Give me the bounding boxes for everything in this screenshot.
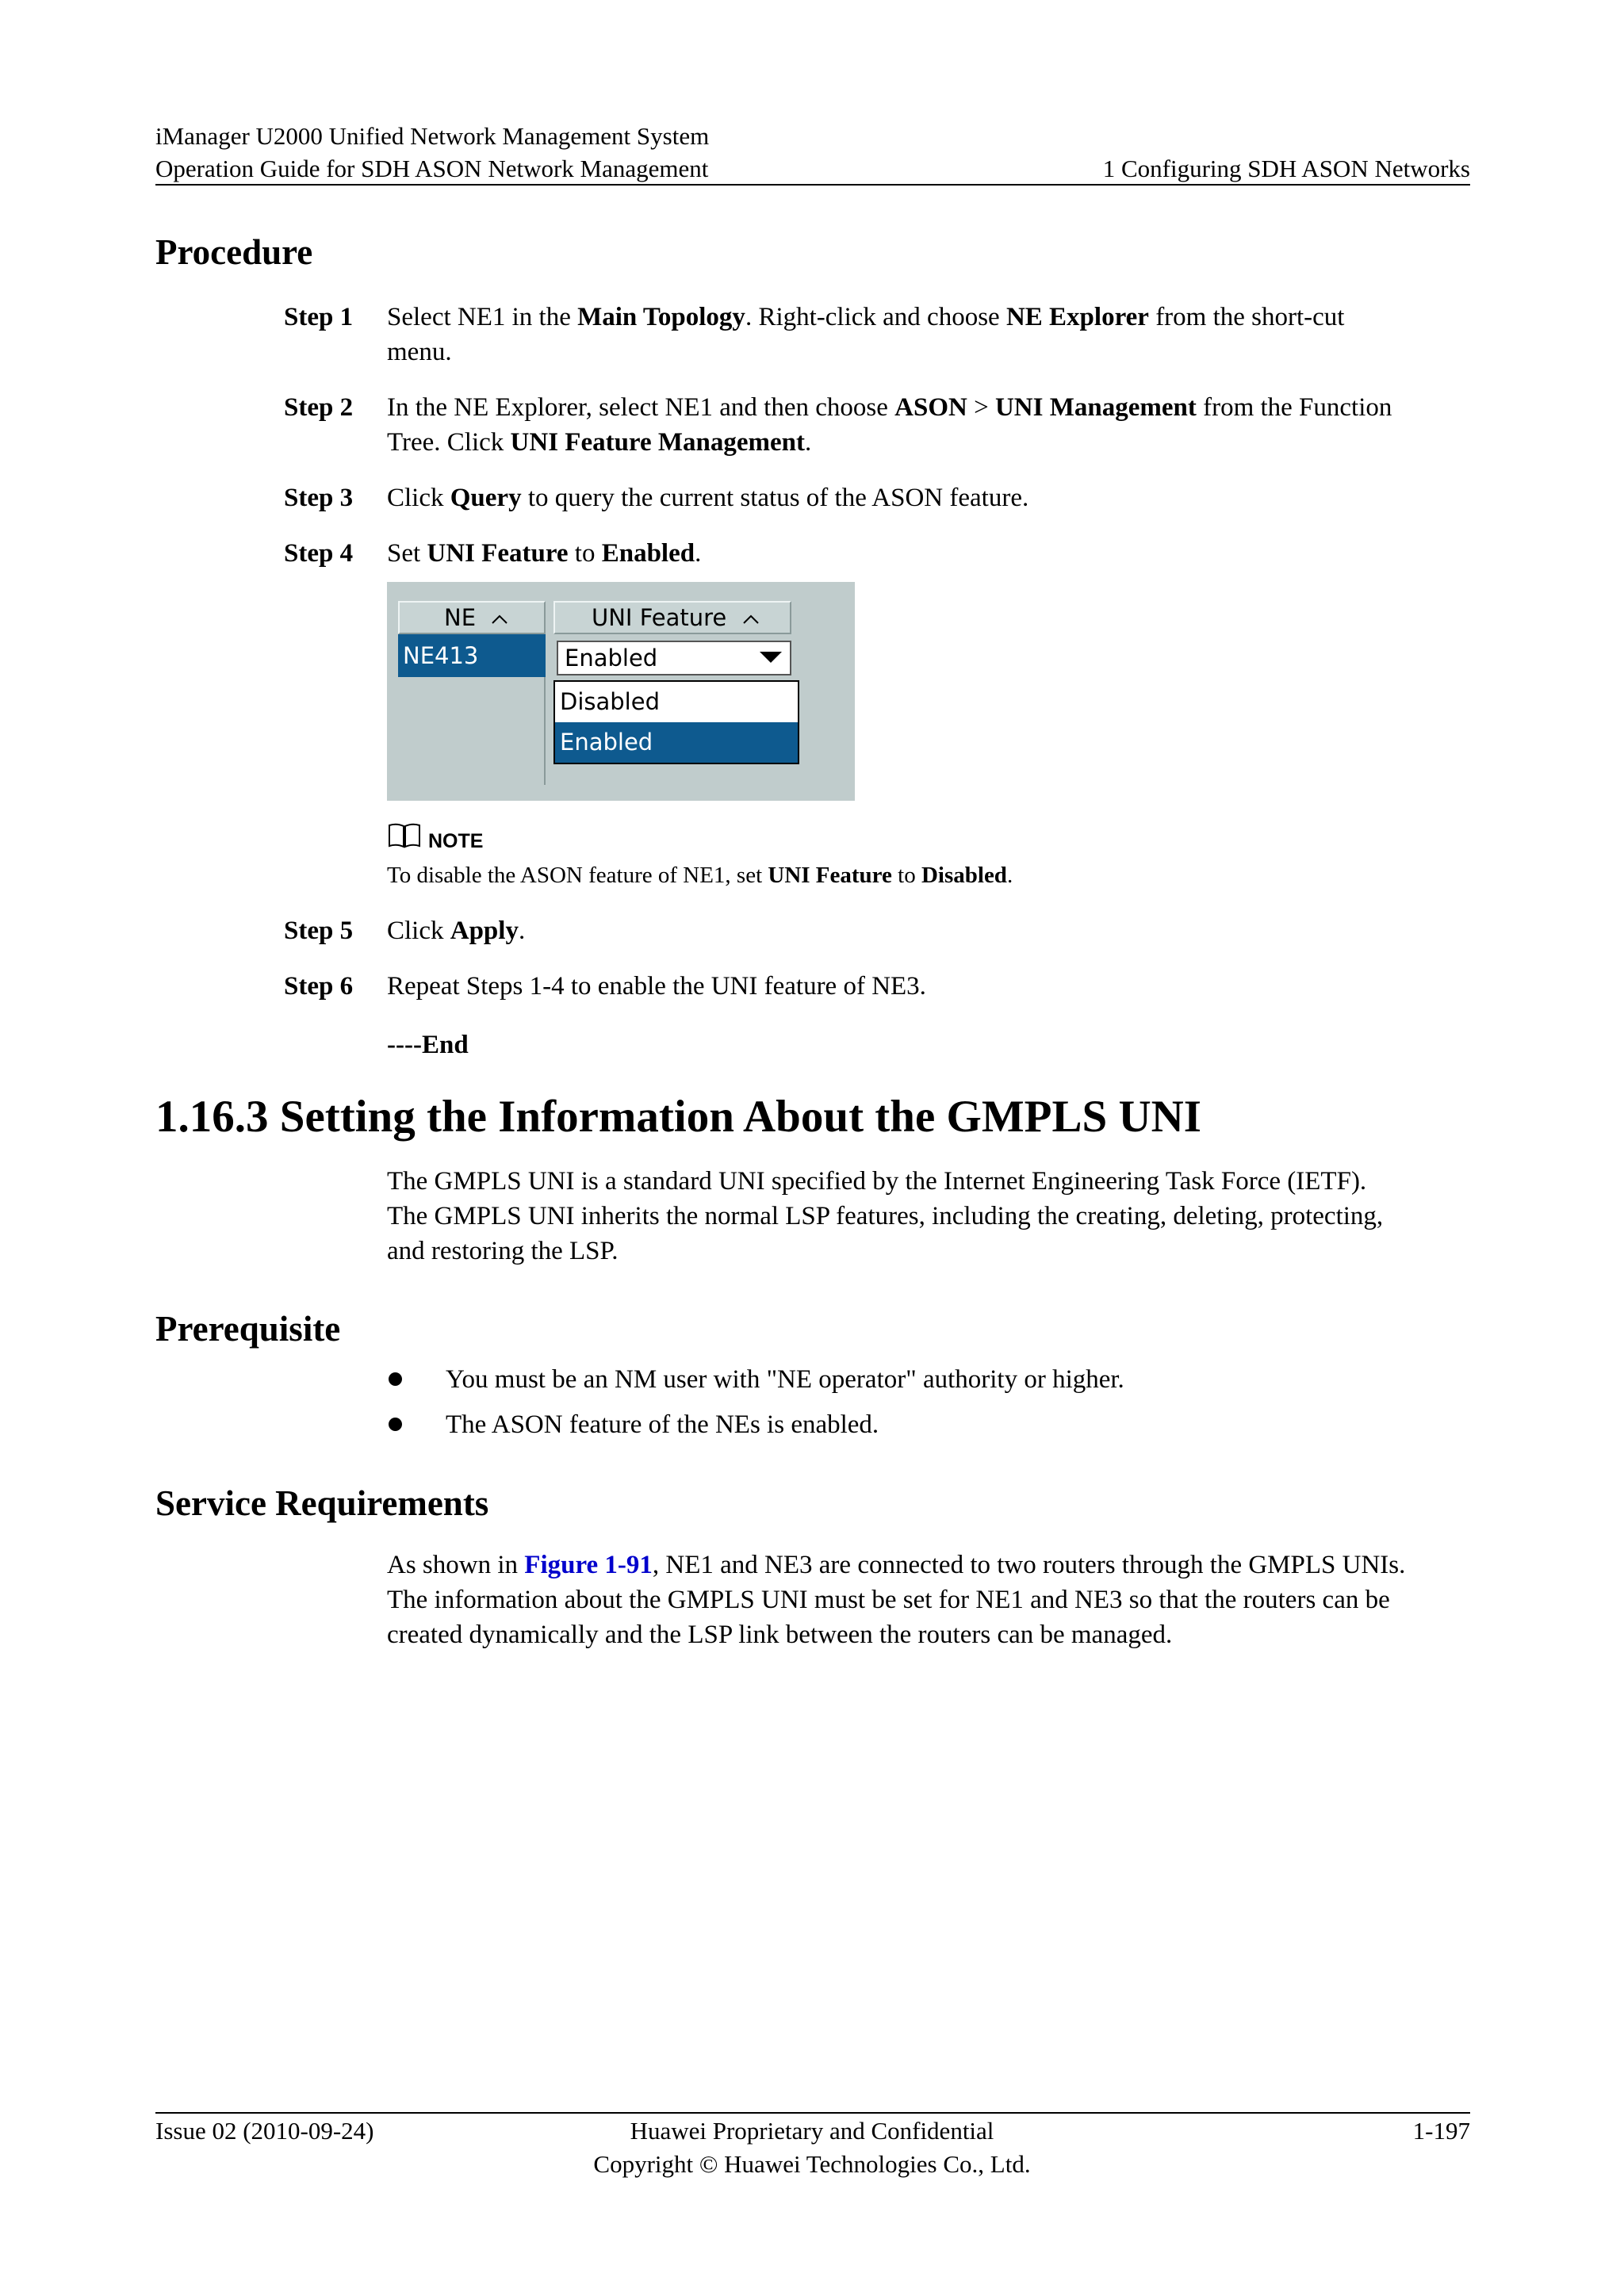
header-chapter-title: 1 Configuring SDH ASON Networks: [1102, 155, 1470, 182]
bullet-icon: [389, 1418, 402, 1431]
bullet-icon: [389, 1372, 402, 1386]
procedure-end-marker: ----End: [387, 1031, 469, 1059]
book-icon: [387, 821, 422, 850]
step-2-label: Step 2: [284, 393, 354, 422]
step-3-text: Click Query to query the current status of the ASON feature.: [387, 484, 1029, 512]
step-6-text: Repeat Steps 1-4 to enable the UNI feature of NE3.: [387, 972, 926, 1001]
figure-link[interactable]: Figure 1-91: [524, 1551, 653, 1579]
section-paragraph: The GMPLS UNI is a standard UNI specified by the Internet Engineering Task Force (IETF). The GMPLS UNI inherits the normal LSP features, including the creating, deleting, protecting, and restoring the LSP.: [387, 1167, 1384, 1265]
service-requirements-heading: Service Requirements: [155, 1483, 489, 1523]
dropdown-option-disabled[interactable]: Disabled: [560, 688, 660, 715]
step-6-label: Step 6: [284, 972, 354, 1001]
step-5-label: Step 5: [284, 916, 354, 945]
uni-feature-dropdown-list: [553, 680, 799, 764]
footer-issue: Issue 02 (2010-09-24): [155, 2117, 374, 2145]
column-header-ne[interactable]: NE: [398, 601, 546, 634]
dropdown-arrow-icon: [760, 652, 782, 664]
footer-confidential: Huawei Proprietary and Confidential: [630, 2117, 994, 2145]
uni-feature-select[interactable]: Enabled: [557, 641, 791, 675]
step-1-text: Select NE1 in the Main Topology. Right-click and choose NE Explorer from the short-cut menu.: [387, 303, 1345, 366]
step-3-label: Step 3: [284, 484, 354, 512]
header-document-title: Operation Guide for SDH ASON Network Management: [155, 155, 709, 182]
procedure-heading: Procedure: [155, 232, 313, 272]
sort-ascending-icon: [742, 614, 760, 625]
uni-feature-table-screenshot: [387, 582, 855, 801]
footer-copyright: Copyright © Huawei Technologies Co., Ltd.: [593, 2150, 1031, 2178]
step-1-label: Step 1: [284, 303, 354, 331]
section-heading: 1.16.3 Setting the Information About the GMPLS UNI: [155, 1092, 1201, 1142]
prerequisite-item: You must be an NM user with "NE operator" authority or higher.: [446, 1365, 1124, 1394]
step-4-text: Set UNI Feature to Enabled.: [387, 539, 702, 568]
service-requirements-paragraph: As shown in Figure 1-91, NE1 and NE3 are connected to two routers through the GMPLS UNIs. The information about the GMPLS UNI must be set for NE1 and NE3 so that the routers can be created dynamically and the LSP link between the routers can be managed.: [387, 1551, 1406, 1649]
footer-rule: [155, 2112, 1470, 2114]
step-4-label: Step 4: [284, 539, 354, 568]
header-rule: [155, 184, 1470, 186]
column-header-uni-feature[interactable]: UNI Feature: [553, 601, 791, 634]
note-text: To disable the ASON feature of NE1, set UNI Feature to Disabled.: [387, 863, 1013, 888]
footer-page-number: 1-197: [1412, 2117, 1470, 2145]
step-5-text: Click Apply.: [387, 916, 526, 945]
header-product-name: iManager U2000 Unified Network Management System: [155, 122, 710, 150]
prerequisite-item: The ASON feature of the NEs is enabled.: [446, 1410, 879, 1439]
step-2-text: In the NE Explorer, select NE1 and then choose ASON > UNI Management from the Function Tree. Click UNI Feature Management.: [387, 393, 1392, 457]
dropdown-option-enabled[interactable]: Enabled: [555, 722, 798, 763]
prerequisite-heading: Prerequisite: [155, 1309, 341, 1349]
note-label: NOTE: [428, 830, 484, 852]
table-row-ne[interactable]: NE413: [398, 634, 546, 677]
sort-ascending-icon: [491, 614, 508, 625]
